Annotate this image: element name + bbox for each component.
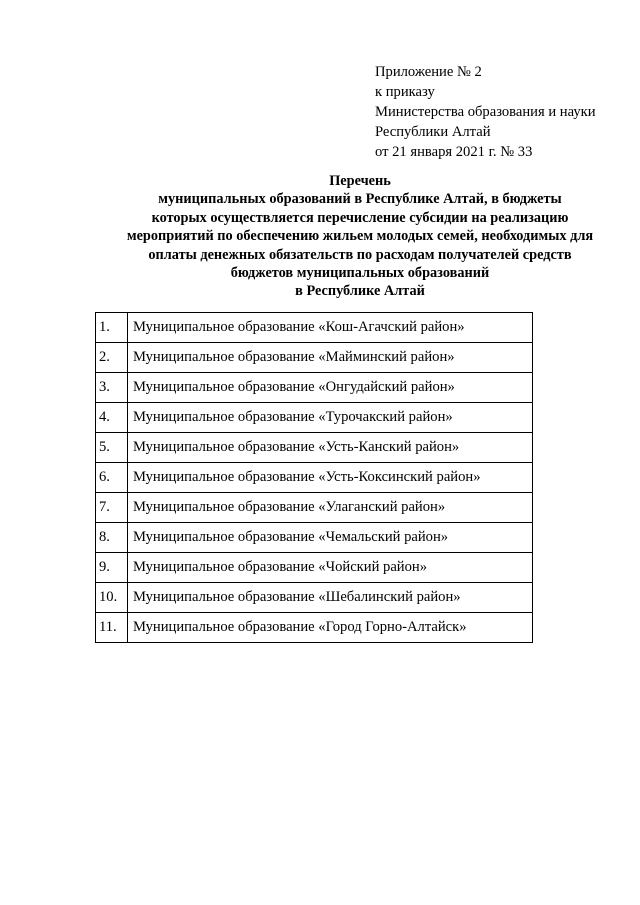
row-name: Муниципальное образование «Шебалинский район» — [128, 583, 533, 613]
table-row — [96, 313, 533, 343]
row-number: 2. — [96, 343, 128, 373]
row-number: 4. — [96, 403, 128, 433]
row-number: 3. — [96, 373, 128, 403]
row-number: 7. — [96, 493, 128, 523]
row-number: 8. — [96, 523, 128, 553]
row-number: 5. — [96, 433, 128, 463]
row-name: Муниципальное образование «Город Горно-Алтайск» — [128, 613, 533, 643]
municipalities-table — [95, 312, 533, 643]
table-row — [96, 463, 533, 493]
title-line: оплаты денежных обязательств по расходам получателей средств — [148, 246, 572, 263]
table-row — [96, 613, 533, 643]
row-number: 6. — [96, 463, 128, 493]
table-row — [96, 343, 533, 373]
table-row — [96, 553, 533, 583]
row-number: 1. — [96, 313, 128, 343]
row-name: Муниципальное образование «Чойский район» — [128, 553, 533, 583]
title-line: муниципальных образований в Республике Алтай, в бюджеты — [158, 191, 562, 208]
appendix-line: Республики Алтай — [375, 124, 491, 140]
title-line: бюджетов муниципальных образований — [230, 265, 490, 282]
row-name: Муниципальное образование «Усть-Канский район» — [128, 433, 533, 463]
title-line: которых осуществляется перечисление субсидии на реализацию — [151, 209, 569, 226]
table-row — [96, 493, 533, 523]
row-name: Муниципальное образование «Онгудайский район» — [128, 373, 533, 403]
row-number: 11. — [96, 613, 128, 643]
table-row — [96, 523, 533, 553]
row-name: Муниципальное образование «Кош-Агачский район» — [128, 313, 533, 343]
row-name: Муниципальное образование «Майминский район» — [128, 343, 533, 373]
row-name: Муниципальное образование «Усть-Коксинский район» — [128, 463, 533, 493]
appendix-line: к приказу — [375, 84, 435, 100]
appendix-line: от 21 января 2021 г. № 33 — [375, 144, 533, 160]
appendix-block — [375, 62, 596, 162]
document-title — [95, 172, 625, 301]
table-row — [96, 373, 533, 403]
title-line: в Республике Алтай — [295, 283, 425, 300]
table-row — [96, 583, 533, 613]
row-number: 9. — [96, 553, 128, 583]
table-row — [96, 433, 533, 463]
row-name: Муниципальное образование «Улаганский район» — [128, 493, 533, 523]
appendix-line: Министерства образования и науки — [375, 104, 596, 120]
table-row — [96, 403, 533, 433]
row-number: 10. — [96, 583, 128, 613]
row-name: Муниципальное образование «Чемальский район» — [128, 523, 533, 553]
row-name: Муниципальное образование «Турочакский район» — [128, 403, 533, 433]
appendix-line: Приложение № 2 — [375, 64, 482, 80]
title-line: мероприятий по обеспечению жильем молодых семей, необходимых для — [126, 228, 594, 245]
title-line: Перечень — [329, 173, 391, 189]
